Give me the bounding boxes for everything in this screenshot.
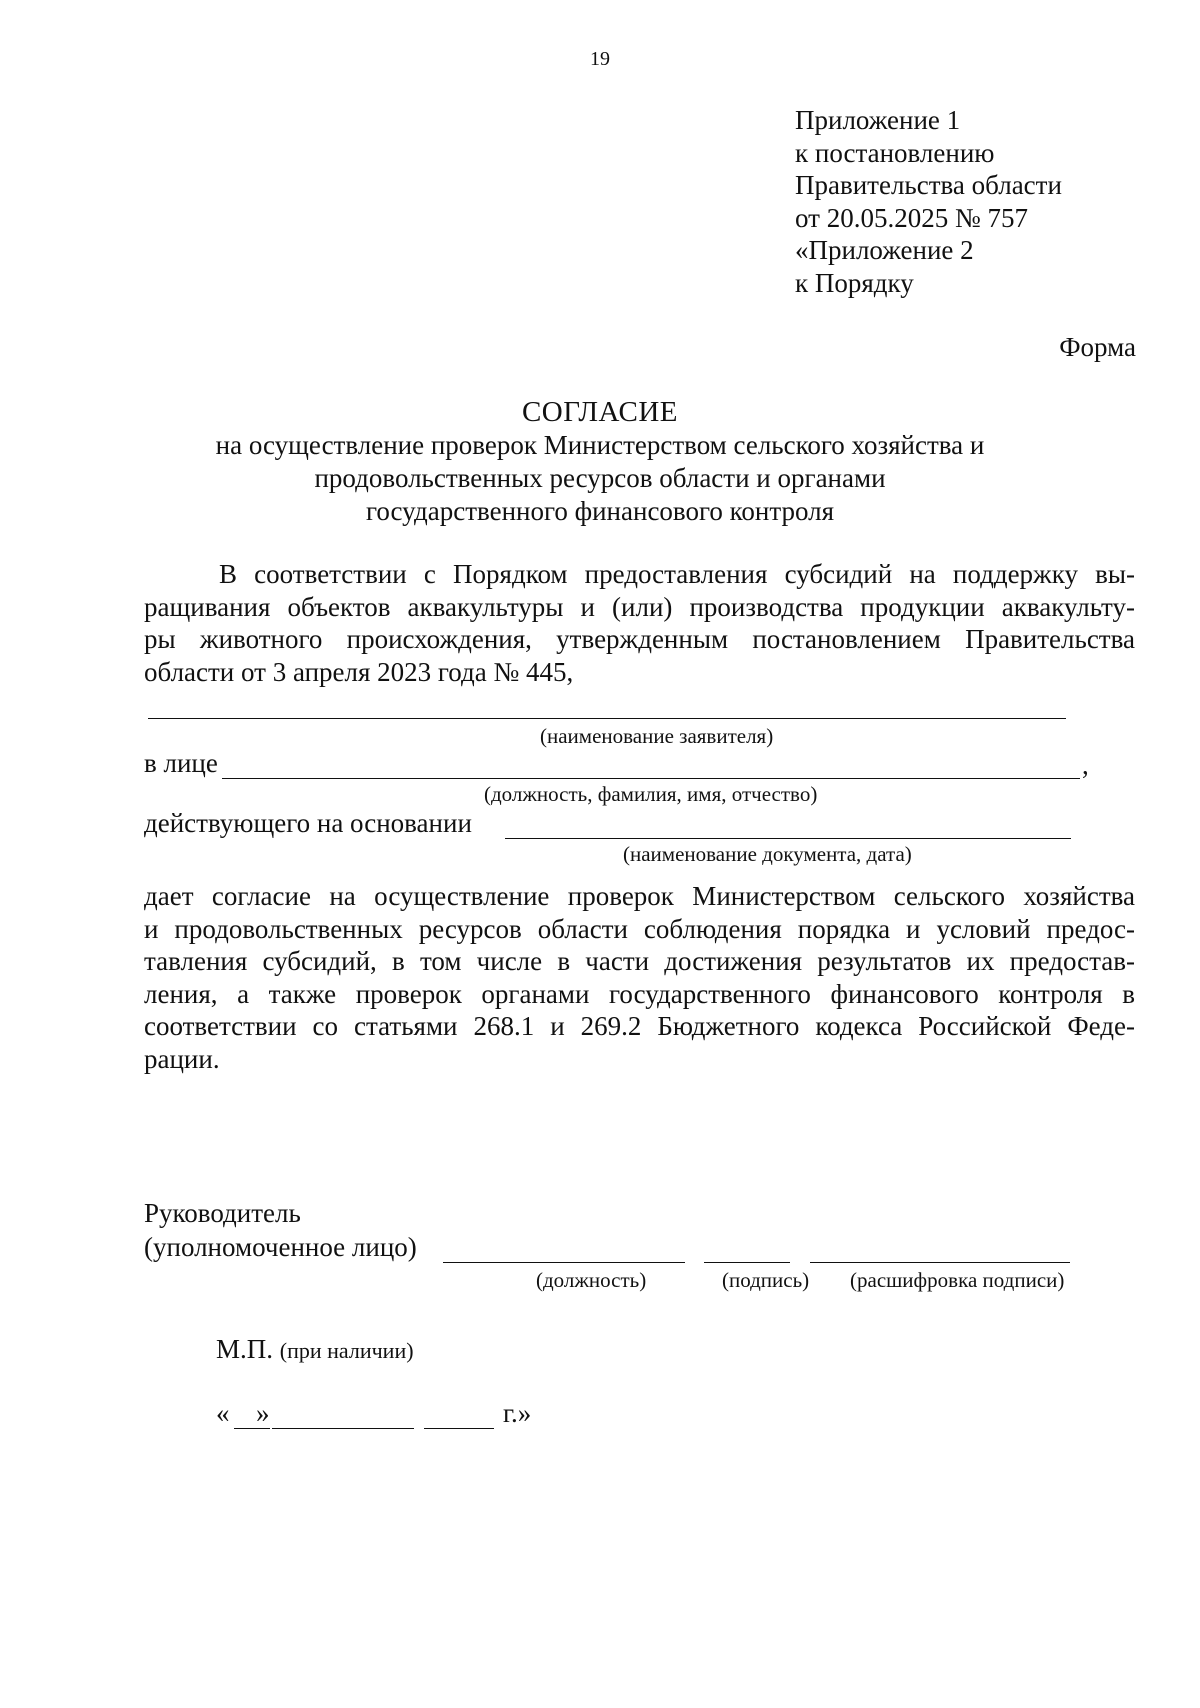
paragraph-line: рации. xyxy=(144,1043,220,1074)
stamp-label xyxy=(216,1334,414,1365)
person-caption: (должность, фамилия, имя, отчество) xyxy=(484,782,818,806)
person-line[interactable] xyxy=(222,778,1080,779)
stamp-text: М.П. xyxy=(216,1334,274,1364)
person-comma: , xyxy=(1082,750,1089,780)
title-line: продовольственных ресурсов области и органами xyxy=(314,463,886,493)
signature-label-line1: Руководитель xyxy=(144,1198,301,1228)
applicant-name-line[interactable] xyxy=(148,718,1066,719)
appendix-block xyxy=(795,104,1062,299)
appendix-line: Правительства области xyxy=(795,170,1062,200)
signature-sign-line[interactable] xyxy=(704,1262,790,1263)
appendix-line: Приложение 1 xyxy=(795,105,961,135)
consent-paragraph xyxy=(144,880,1135,1075)
person-label: в лице xyxy=(144,748,218,778)
title-line: на осуществление проверок Министерством сельского хозяйства и xyxy=(215,430,985,460)
date-close-quote: » xyxy=(256,1398,270,1428)
basis-line[interactable] xyxy=(505,838,1071,839)
page-number: 19 xyxy=(590,48,610,70)
paragraph-line: области от 3 апреля 2023 года № 445, xyxy=(144,656,574,687)
form-label: Форма xyxy=(1059,332,1136,362)
applicant-caption: (наименование заявителя) xyxy=(540,724,774,748)
caption-signature: (подпись) xyxy=(722,1268,810,1292)
appendix-line: к постановлению xyxy=(795,137,995,168)
title-main: СОГЛАСИЕ xyxy=(521,396,679,428)
date-open-quote: « xyxy=(216,1398,230,1428)
date-year-suffix: г.» xyxy=(503,1398,532,1428)
intro-paragraph xyxy=(144,558,1135,688)
signature-label-line2: (уполномоченное лицо) xyxy=(144,1232,417,1262)
appendix-line: «Приложение 2 xyxy=(795,235,974,265)
document-title xyxy=(0,396,1200,528)
title-line: государственного финансового контроля xyxy=(365,496,835,526)
date-month-line[interactable] xyxy=(272,1428,414,1429)
appendix-line: от 20.05.2025 № 757 xyxy=(795,202,1028,233)
paragraph-line: ращивания объектов аквакультуры и (или) производства продукции аквакульту- xyxy=(144,591,1135,622)
paragraph-line: ры животного происхождения, утвержденным постановлением Правительства xyxy=(144,624,1135,654)
paragraph-line: соответствии со статьями 268.1 и 269.2 Бюджетного кодекса Российской Феде- xyxy=(144,1011,1135,1041)
basis-caption: (наименование документа, дата) xyxy=(623,842,912,866)
date-year-line[interactable] xyxy=(424,1428,494,1429)
basis-label: действующего на основании xyxy=(144,808,472,838)
stamp-note: (при наличии) xyxy=(279,1338,414,1363)
paragraph-line: тавления субсидий, в том числе в части достижения результатов их предостав- xyxy=(144,946,1135,976)
paragraph-line: дает согласие на осуществление проверок Министерством сельского хозяйства xyxy=(144,881,1135,911)
caption-decoding: (расшифровка подписи) xyxy=(850,1268,1065,1292)
signature-position-line[interactable] xyxy=(443,1262,685,1263)
paragraph-line: и продовольственных ресурсов области соблюдения порядка и условий предос- xyxy=(144,913,1135,944)
paragraph-line: В соответствии с Порядком предоставления субсидий на поддержку вы- xyxy=(219,559,1135,589)
signature-decoding-line[interactable] xyxy=(810,1262,1070,1263)
caption-position: (должность) xyxy=(536,1268,647,1292)
appendix-line: к Порядку xyxy=(795,267,914,298)
paragraph-line: ления, а также проверок органами государственного финансового контроля в xyxy=(144,978,1135,1009)
